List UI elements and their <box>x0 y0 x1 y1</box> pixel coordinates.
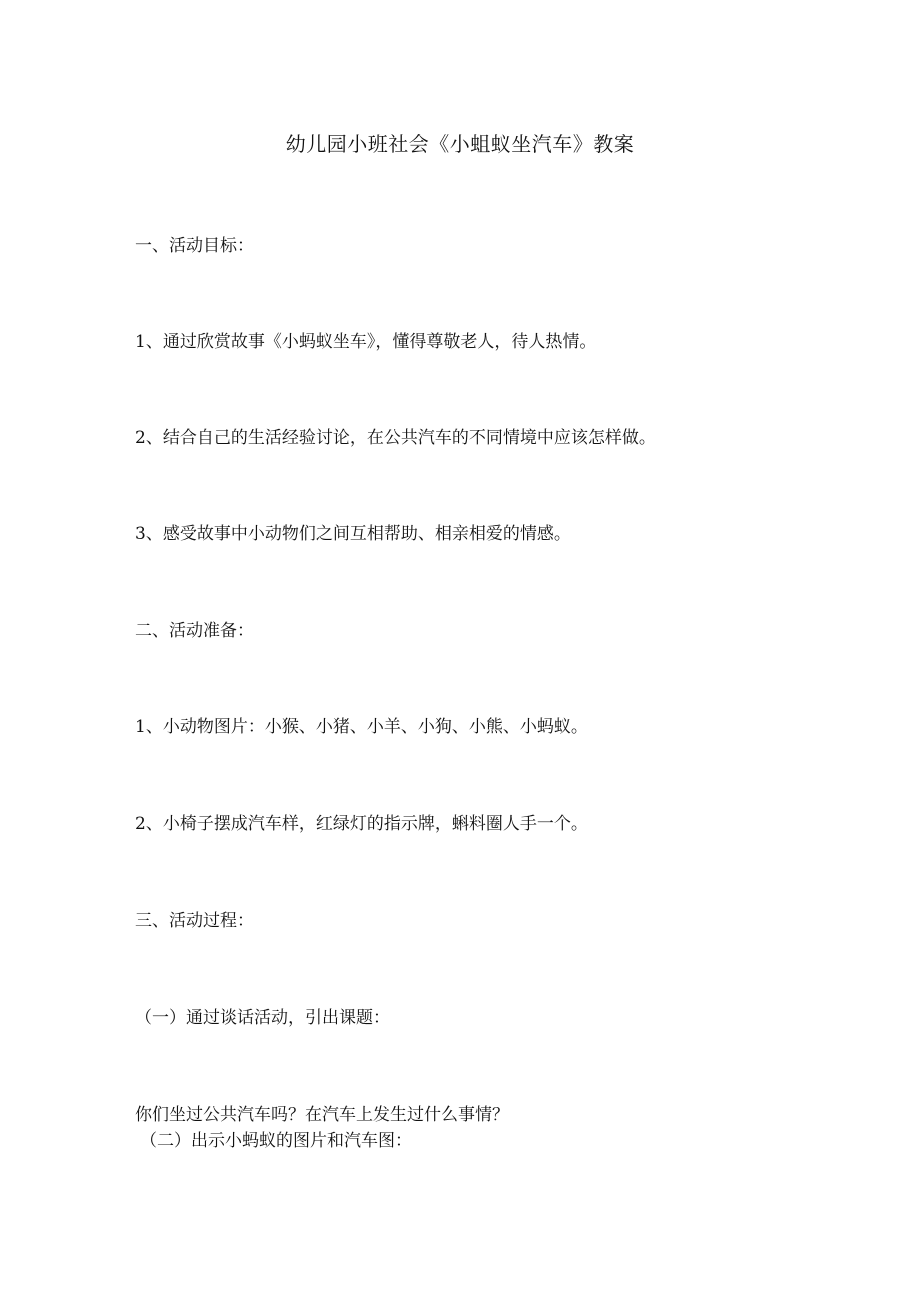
process-step-2: （二）出示小蚂蚁的图片和汽车图： <box>140 1131 412 1151</box>
process-step-1: （一）通过谈话活动，引出课题： <box>135 1008 390 1028</box>
goal-item-2: 2、结合自己的生活经验讨论，在公共汽车的不同情境中应该怎样做。 <box>135 428 656 448</box>
goal-item-3: 3、感受故事中小动物们之间互相帮助、相亲相爱的情感。 <box>135 524 571 544</box>
section-heading-goals: 一、活动目标： <box>135 236 254 256</box>
preparation-item-2: 2、小椅子摆成汽车样，红绿灯的指示牌，蝌料圈人手一个。 <box>135 814 588 834</box>
goal-item-1: 1、通过欣赏故事《小蚂蚁坐车》，懂得尊敬老人，待人热情。 <box>135 332 597 352</box>
section-heading-preparation: 二、活动准备： <box>135 621 254 641</box>
process-question: 你们坐过公共汽车吗？在汽车上发生过什么事情？ <box>135 1105 509 1125</box>
document-title: 幼儿园小班社会《小蛆蚁坐汽车》教案 <box>285 132 635 156</box>
section-heading-process: 三、活动过程： <box>135 911 254 931</box>
preparation-item-1: 1、小动物图片：小猴、小猪、小羊、小狗、小熊、小蚂蚁。 <box>135 717 588 737</box>
